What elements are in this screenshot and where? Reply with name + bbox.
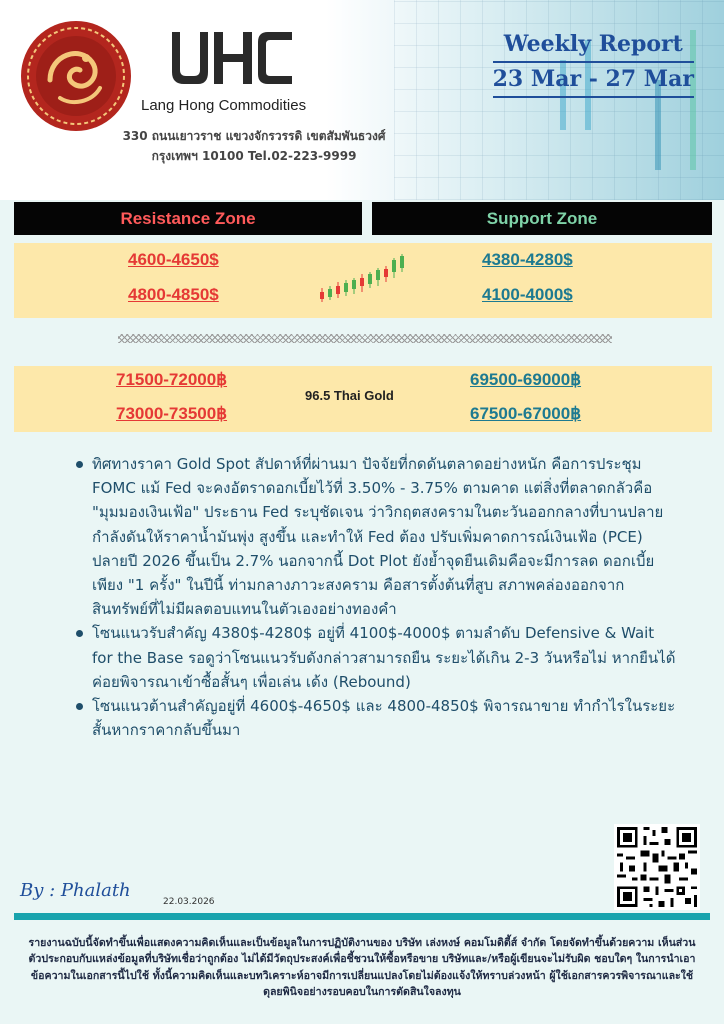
analysis-item-support: โซนแนวรับสำคัญ 4380$-4280$ อยู่ที่ 4100$-4000$ ตามลำดับ Defensive & Wait for the Base รอดูว่าโซนแนวรับดังกล่าวสามารถยืน ระยะได้เกิน 2-3 วันหรือไม่ หากยืนได้ค่อยพิจารณาเข้าซื้อสั้นๆ เพื่อเล่น เด้ง (Rebound) (76, 621, 678, 694)
spot-resistance-2: 4800-4850$ (128, 285, 219, 304)
qr-code[interactable] (614, 824, 700, 910)
analysis-list (76, 452, 678, 742)
thai-gold-support-2: 67500-67000฿ (470, 404, 582, 423)
uhc-logo (168, 28, 296, 88)
address-line-1: 330 ถนนเยาวราช แขวงจักรวรรดิ เขตสัมพันธวงศ์ (122, 129, 386, 143)
company-address (104, 126, 404, 166)
thai-gold-support-1: 69500-69000฿ (470, 370, 582, 389)
resistance-zone-header: Resistance Zone (14, 202, 362, 235)
report-date: 22.03.2026 (163, 897, 215, 907)
company-name: Lang Hong Commodities (141, 97, 307, 114)
author-signature: By : Phalath (20, 880, 131, 901)
support-zone-header: Support Zone (372, 202, 712, 235)
analysis-item-gold-spot: ทิศทางราคา Gold Spot สัปดาห์ที่ผ่านมา ปัจจัยที่กดดันตลาดอย่างหนัก คือการประชุม FOMC แม้ Fed จะคงอัตราดอกเบี้ยไว้ที่ 3.50% - 3.75% ตามคาด แต่สิ่งที่ตลาดกลัวคือ "มุมมองเงินเฟ้อ" ประธาน Fed ระบุชัดเจน ว่าวิกฤตสงครามในตะวันออกกลางที่บานปลายกำลังดันให้ราคาน้ำมันพุ่ง สูงขึ้น และทำให้ Fed ต้อง ปรับเพิ่มคาดการณ์เงินเฟ้อ (PCE) ปลายปี 2026 ขึ้นเป็น 2.7% นอกจากนี้ Dot Plot ยังย้ำจุดยืนเดิมคือจะมีการลด ดอกเบี้ยเพียง "1 ครั้ง" ในปีนี้ ท่ามกลางภาวะสงคราม คือสารตั้งต้นที่สูบ สภาพคล่องออกจากสินทรัพย์ที่ไม่มีผลตอบแทนในตัวเองอย่างทองคำ (76, 452, 678, 621)
report-title-block (493, 28, 694, 98)
thai-gold-label: 96.5 Thai Gold (305, 388, 394, 403)
spot-support-2: 4100-4000$ (482, 285, 573, 304)
report-dates: 23 Mar - 27 Mar (493, 63, 694, 98)
footer-accent-line (14, 913, 710, 920)
address-line-2: กรุงเทพฯ 10100 Tel.02-223-9999 (151, 149, 357, 163)
candlestick-icon (316, 250, 412, 310)
analysis-item-resistance: โซนแนวต้านสำคัญอยู่ที่ 4600$-4650$ และ 4800-4850$ พิจารณาขาย ทำกำไรในระยะสั้นหากราคากลับขึ้นมา (76, 694, 678, 742)
spot-resistance-1: 4600-4650$ (128, 250, 219, 269)
disclaimer-text: รายงานฉบับนี้จัดทำขึ้นเพื่อแสดงความคิดเห็นและเป็นข้อมูลในการปฏิบัติงานของ บริษัท เล่งหงษ์ คอมโมดิตี้ส์ จำกัด โดยจัดทำขึ้นด้วยความ เห็นส่วนตัวประกอบกับแหล่งข้อมูลที่บริษัทเชื่อว่าถูกต้อง ไม่ได้มีวัตถุประสงค์เพื่อชี้ชวนให้ซื้อหรือขาย บริษัทและ/หรือผู้เขียนจะไม่รับผิด ชอบใดๆ ในการนำเอาข้อความในเอกสารนี้ไปใช้ ทั้งนี้ความคิดเห็นและบทวิเคราะห์อาจมีการเปลี่ยนแปลงโดยไม่ต้องแจ้งให้ทราบล่วงหน้า ผู้ใช้เอกสารควรพิจารณาและใช้ดุลยพินิจอย่างรอบคอบในการตัดสินใจลงทุน (28, 937, 696, 999)
spot-support-1: 4380-4280$ (482, 250, 573, 269)
report-title: Weekly Report (493, 28, 694, 63)
thai-gold-resistance-1: 71500-72000฿ (116, 370, 228, 389)
thai-gold-resistance-2: 73000-73500฿ (116, 404, 228, 423)
company-seal-logo (20, 20, 132, 132)
section-divider (118, 334, 612, 343)
